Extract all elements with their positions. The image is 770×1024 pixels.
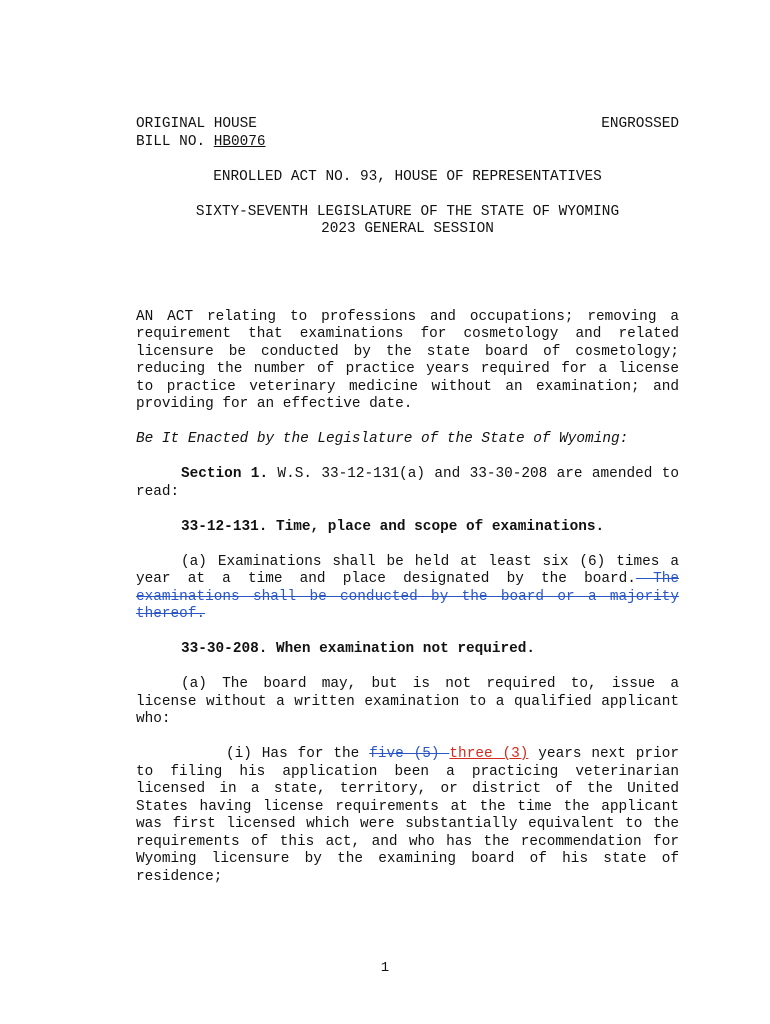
item-i-inserted: three (3) <box>449 746 529 762</box>
item-i-paragraph <box>136 746 679 886</box>
legislature-title: SIXTY-SEVENTH LEGISLATURE OF THE STATE OF WYOMING <box>195 203 620 220</box>
session-title: 2023 GENERAL SESSION <box>321 221 494 237</box>
bill-number-line <box>136 134 679 152</box>
bill-no-prefix: BILL NO. <box>136 133 214 150</box>
deleted-text: The examinations shall be conducted by the board or a majority thereof. <box>136 571 679 622</box>
paragraph-33-12-131-a <box>136 554 679 624</box>
item-i-deleted: five (5) <box>369 746 450 762</box>
section-1-paragraph <box>136 466 679 501</box>
section-1-label: Section 1. <box>181 466 269 482</box>
page-number: 1 <box>380 960 390 976</box>
paragraph-33-30-208-a: (a) The board may, but is not required to, issue a license without a written examination to a qualified applicant who: <box>136 676 679 727</box>
heading-33-12-131: 33-12-131. Time, place and scope of examinations. <box>181 518 605 535</box>
enacting-clause: Be It Enacted by the Legislature of the State of Wyoming: <box>136 431 629 447</box>
para-a-text: (a) Examinations shall be held at least six (6) times a year at a time and place designated by the board. <box>136 553 679 587</box>
item-i-prefix: (i) Has for the <box>226 746 370 762</box>
header-row <box>136 116 679 134</box>
bill-number: HB0076 <box>213 133 266 150</box>
heading-33-30-208: 33-30-208. When examination not required. <box>181 641 536 657</box>
section-1-text: W.S. 33-12-131(a) and 33-30-208 are amended to read: <box>136 466 679 500</box>
engrossed-label: ENGROSSED <box>601 116 679 132</box>
original-house-label: ORIGINAL HOUSE <box>136 116 257 132</box>
enrolled-act-title: ENROLLED ACT NO. 93, HOUSE OF REPRESENTATIVES <box>213 168 602 185</box>
document-page <box>136 116 679 886</box>
item-i-rest: years next prior to filing his application been a practicing veterinarian licensed in a state, territory, or district of the United States having license requirements at the time the applicant was first licensed which were substantially equivalent to the requirements of this act, and who has the recommendation for Wyoming licensure by the examining board of his state of residence; <box>136 746 679 885</box>
act-description: AN ACT relating to professions and occupations; removing a requirement that examinations for cosmetology and related licensure be conducted by the state board of cosmetology; reducing the number of practice years required for a license to practice veterinary medicine without an examination; and providing for an effective date. <box>136 308 679 412</box>
